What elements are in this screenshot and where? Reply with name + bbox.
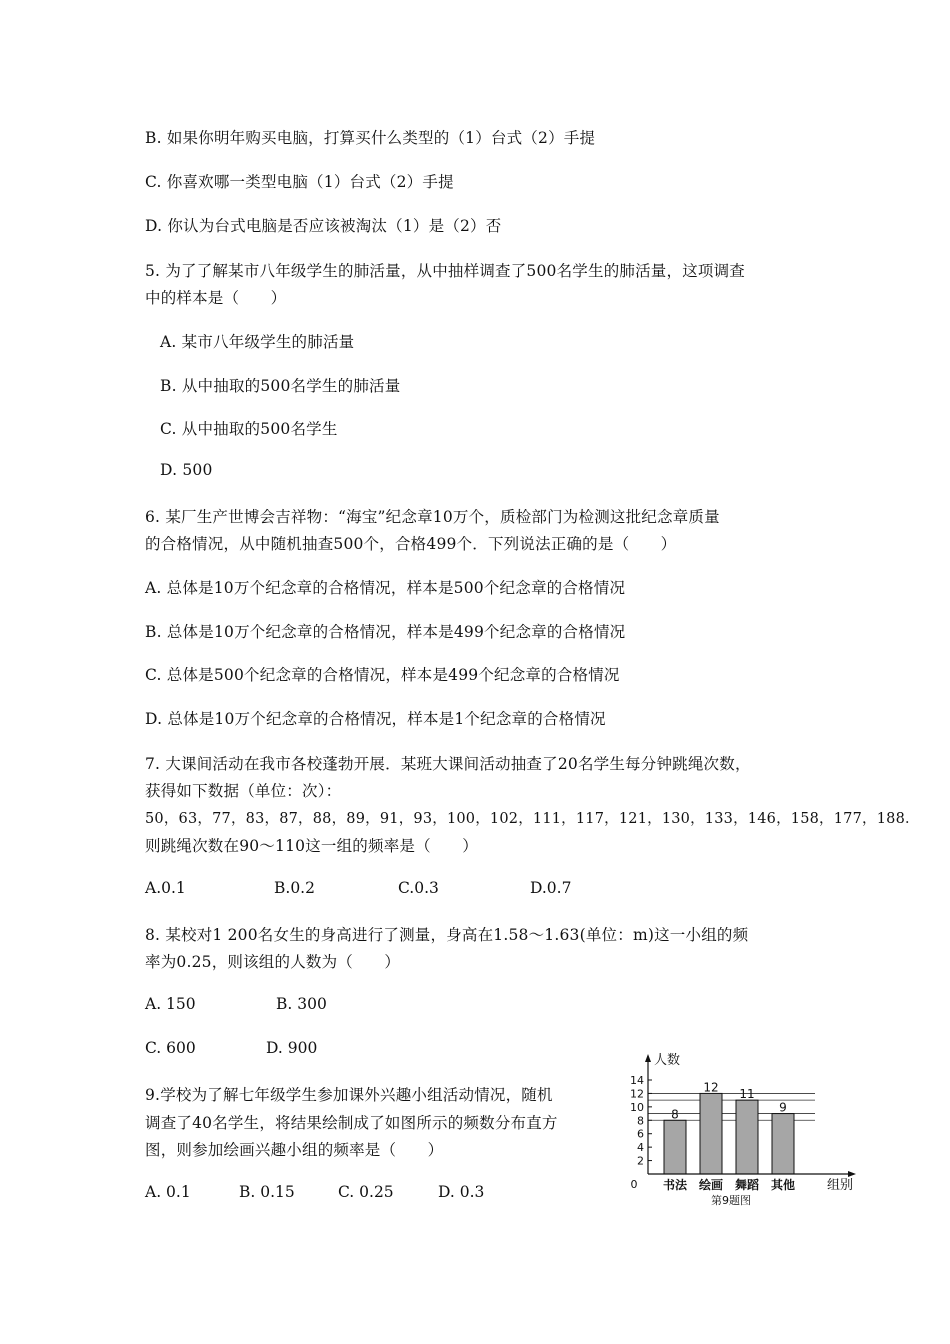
y-tick-label: 12 — [630, 1087, 644, 1101]
y-tick-label: 10 — [630, 1100, 644, 1114]
y-tick-label-zero: 0 — [630, 1178, 638, 1191]
bar-value-label: 11 — [739, 1087, 755, 1102]
x-tick-label: 书法 — [662, 1178, 688, 1192]
q6-stem-line1: 6. 某厂生产世博会吉祥物：“海宝”纪念章10万个，质检部门为检测这批纪念章质量 — [145, 508, 720, 526]
q6-stem-line2: 的合格情况，从中随机抽查500个，合格499个．下列说法正确的是（ ） — [145, 535, 677, 553]
y-tick-label: 8 — [637, 1114, 644, 1128]
q7-option-b: B.0.2 — [274, 879, 315, 897]
q5-option-b: B. 从中抽取的500名学生的肺活量 — [160, 377, 401, 395]
q7-option-c: C.0.3 — [398, 879, 439, 897]
q9-stem-line3: 图，则参加绘画兴趣小组的频率是（ ） — [145, 1141, 444, 1159]
q9-option-b: B. 0.15 — [239, 1183, 295, 1201]
bar — [664, 1120, 686, 1174]
q7-option-d: D.0.7 — [530, 879, 572, 897]
q7-stem-line1: 7. 大课间活动在我市各校蓬勃开展．某班大课间活动抽查了20名学生每分钟跳绳次数， — [145, 755, 751, 773]
q4-option-b: B. 如果你明年购买电脑，打算买什么类型的（1）台式（2）手提 — [145, 129, 596, 147]
q8-stem-line2: 率为0.25，则该组的人数为（ ） — [145, 953, 401, 971]
x-axis-arrow — [848, 1171, 856, 1177]
x-tick-label: 绘画 — [698, 1178, 724, 1192]
q7-stem-line2: 获得如下数据（单位：次）： — [145, 782, 342, 800]
q6-option-d: D. 总体是10万个纪念章的合格情况，样本是1个纪念章的合格情况 — [145, 710, 606, 728]
q7-option-a: A.0.1 — [145, 879, 186, 897]
q6-option-a: A. 总体是10万个纪念章的合格情况，样本是500个纪念章的合格情况 — [145, 579, 626, 597]
bar — [772, 1114, 794, 1174]
y-tick-label: 6 — [637, 1127, 644, 1141]
y-tick-label: 14 — [630, 1074, 644, 1087]
q9-option-a: A. 0.1 — [145, 1183, 191, 1201]
q6-option-c: C. 总体是500个纪念章的合格情况，样本是499个纪念章的合格情况 — [145, 666, 620, 684]
q5-option-d: D. 500 — [160, 461, 213, 479]
q8-option-a: A. 150 — [145, 995, 196, 1013]
q9-stem-line2: 调查了40名学生，将结果绘制成了如图所示的频数分布直方 — [145, 1114, 558, 1132]
figure-caption: 第9题图 — [711, 1194, 751, 1207]
q5-option-c: C. 从中抽取的500名学生 — [160, 420, 338, 438]
q8-option-b: B. 300 — [276, 995, 327, 1013]
bar-value-label: 8 — [671, 1107, 679, 1122]
y-tick-label: 4 — [637, 1141, 644, 1155]
y-axis-arrow — [645, 1054, 651, 1062]
q5-stem-line2: 中的样本是（ ） — [145, 289, 287, 307]
q8-option-d: D. 900 — [266, 1039, 318, 1057]
q4-option-d: D. 你认为台式电脑是否应该被淘汰（1）是（2）否 — [145, 217, 502, 235]
x-axis-label: 组别 — [826, 1178, 854, 1193]
y-axis-label: 人数 — [654, 1053, 681, 1068]
x-tick-label: 其他 — [770, 1178, 796, 1192]
q9-option-c: C. 0.25 — [338, 1183, 394, 1201]
q4-option-c: C. 你喜欢哪一类型电脑（1）台式（2）手提 — [145, 173, 454, 191]
q9-option-d: D. 0.3 — [438, 1183, 485, 1201]
q5-option-a: A. 某市八年级学生的肺活量 — [160, 333, 355, 351]
q5-stem-line1: 5. 为了了解某市八年级学生的肺活量，从中抽样调查了500名学生的肺活量，这项调查 — [145, 262, 746, 280]
q8-option-c: C. 600 — [145, 1039, 196, 1057]
bar — [700, 1093, 722, 1174]
q9-stem-line1: 9.学校为了解七年级学生参加课外兴趣小组活动情况，随机 — [145, 1086, 553, 1104]
q7-data-line: 50，63，77，83，87，88，89，91，93，100，102，111，117，121，130，133，146，158，177，188． — [145, 811, 920, 827]
bar — [736, 1100, 758, 1174]
y-tick-label: 2 — [637, 1154, 644, 1168]
q8-stem-line1: 8. 某校对1 200名女生的身高进行了测量，身高在1.58～1.63(单位：m)这一小组的频 — [145, 926, 749, 944]
bar-value-label: 12 — [703, 1080, 719, 1095]
q7-stem-line3: 则跳绳次数在90～110这一组的频率是（ ） — [145, 837, 478, 855]
q6-option-b: B. 总体是10万个纪念章的合格情况，样本是499个纪念章的合格情况 — [145, 623, 626, 641]
bar-value-label: 9 — [779, 1100, 787, 1115]
q9-bar-chart — [620, 1052, 870, 1212]
x-tick-label: 舞蹈 — [734, 1178, 760, 1192]
